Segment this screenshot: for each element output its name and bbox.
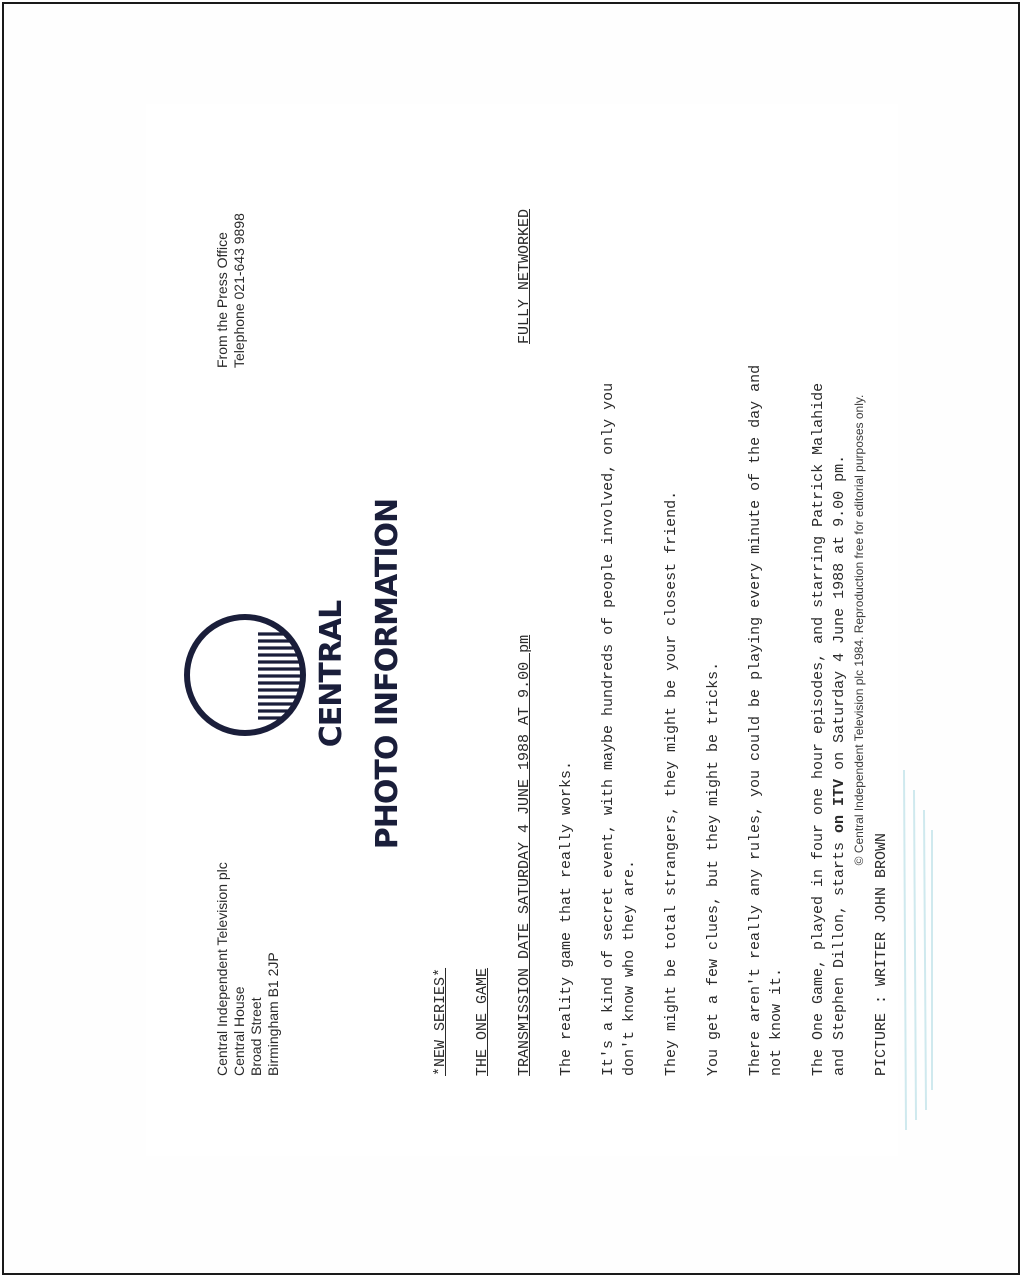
address-line: Birmingham B1 2JP (265, 952, 281, 1076)
rotated-document (146, 104, 898, 1156)
sender-address (214, 862, 282, 1076)
closing-paragraph (808, 136, 850, 1076)
copyright-notice: © Central Independent Television plc 1984. Reproduction free for editorial purposes only. (852, 394, 866, 866)
series-tag: *NEW SERIES* (432, 967, 449, 1076)
press-office (214, 213, 248, 368)
paragraph-line: The reality game that really works. (558, 760, 575, 1076)
address-line: Central Independent Television plc (214, 862, 230, 1076)
address-line: Broad Street (248, 997, 264, 1076)
release-body (430, 136, 913, 1076)
paragraph-line: don't know who they are. (621, 859, 638, 1076)
brand-subtitle: PHOTO INFORMATION (370, 498, 405, 850)
paragraph-line: You get a few clues, but they might be tricks. (705, 661, 722, 1076)
press-office-line: From the Press Office (214, 232, 230, 368)
closing-line: The One Game, played in four one hour episodes, and starring Patrick Malahide (810, 382, 827, 1076)
central-logo-icon (182, 612, 308, 738)
paragraph (703, 136, 724, 1076)
channel-highlight: on ITV (831, 778, 848, 833)
address-line: Central House (231, 986, 247, 1076)
picture-credit: PICTURE : WRITER JOHN BROWN (873, 832, 890, 1076)
paragraph-line: not know it. (768, 967, 785, 1076)
paragraph (598, 136, 640, 1076)
paragraph-line: They might be total strangers, they might be your closest friend. (663, 490, 680, 1076)
programme-title: THE ONE GAME (474, 967, 491, 1076)
closing-line-pre: and Stephen Dillon, starts (831, 832, 848, 1076)
paragraph (745, 136, 787, 1076)
closing-line-post: on Saturday 4 June 1988 at 9.00 pm. (831, 454, 848, 779)
press-release-sheet (146, 104, 898, 1156)
brand-name: CENTRAL (314, 600, 349, 748)
paragraph-line: There aren't really any rules, you could be playing every minute of the day and (747, 364, 764, 1076)
central-logo (182, 612, 308, 738)
press-office-phone: Telephone 021-643 9898 (231, 213, 247, 368)
paragraph (556, 136, 577, 1076)
network-status: FULLY NETWORKED (516, 208, 533, 344)
paragraph-line: It's a kind of secret event, with maybe hundreds of people involved, only you (600, 382, 617, 1076)
transmission-date: TRANSMISSION DATE SATURDAY 4 JUNE 1988 AT 9.00 pm (516, 634, 533, 1076)
paragraph (661, 136, 682, 1076)
